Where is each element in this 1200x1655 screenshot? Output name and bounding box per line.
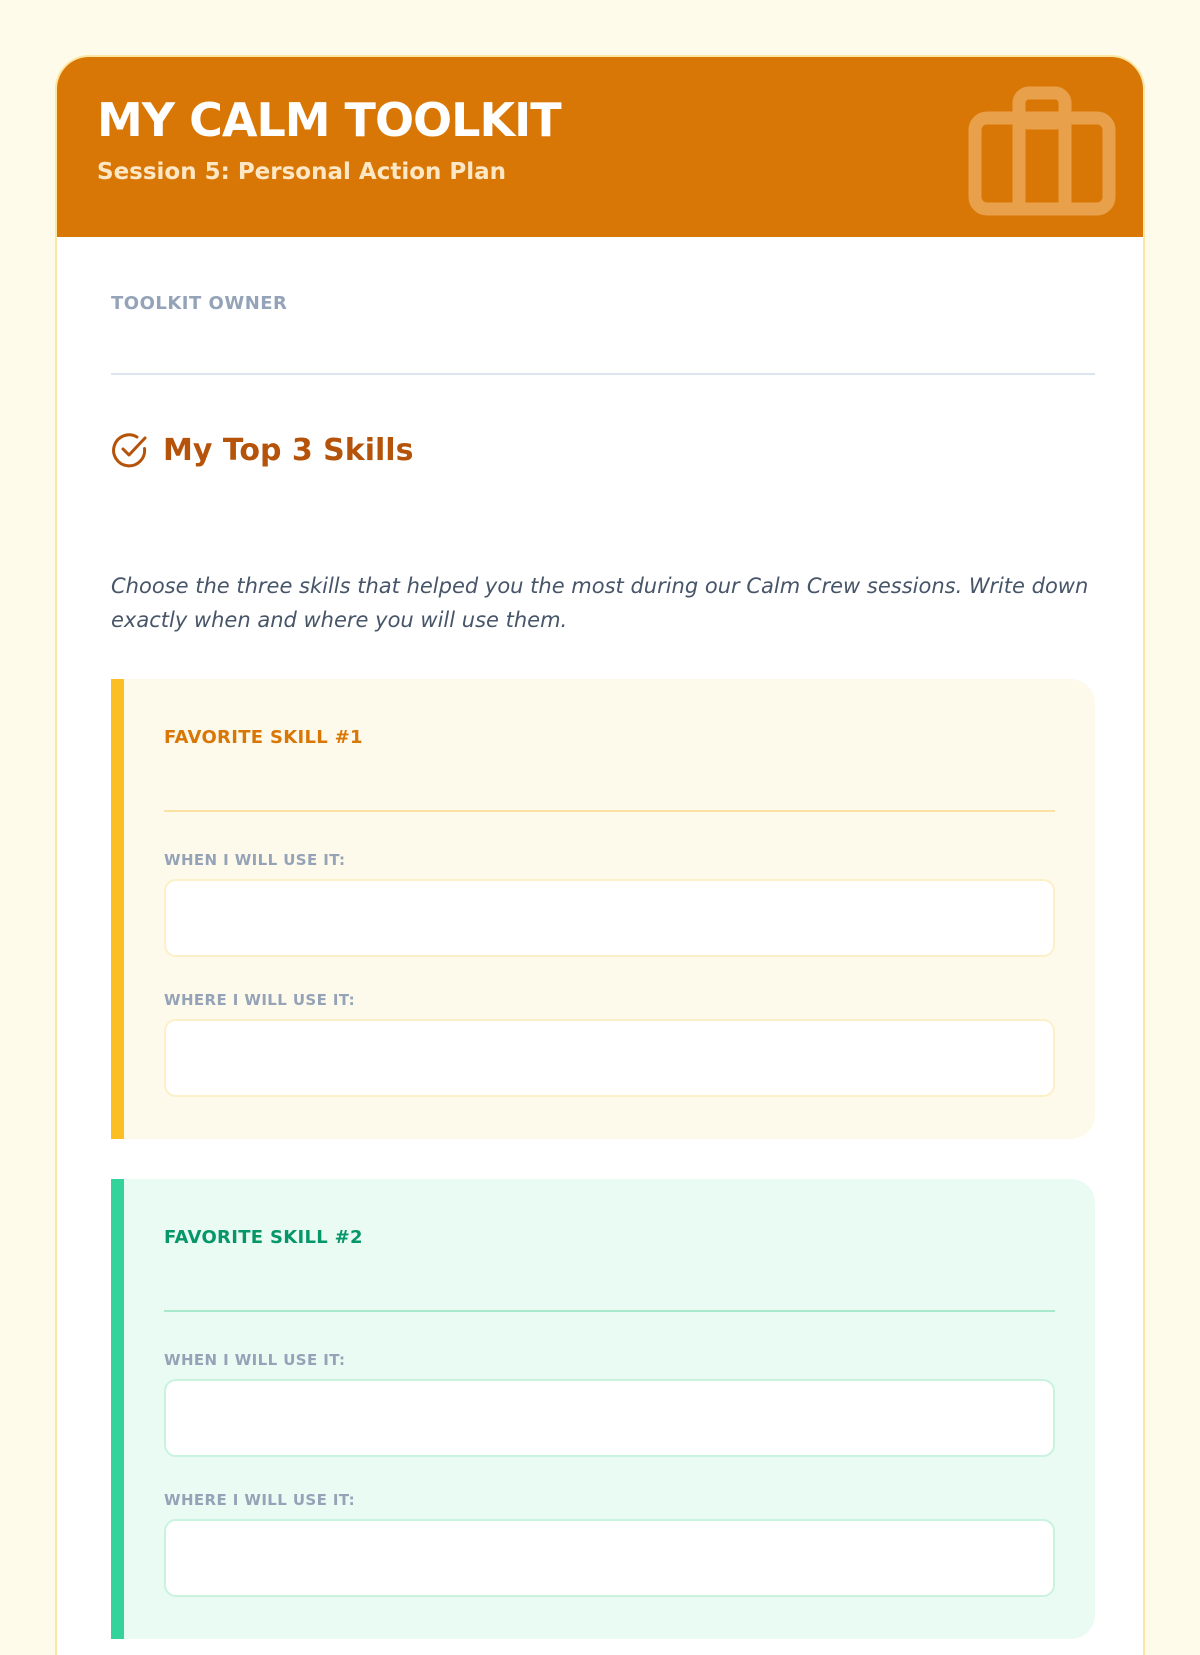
toolkit-header — [57, 57, 1143, 237]
section-title: My Top 3 Skills — [163, 432, 414, 468]
skill-title: FAVORITE SKILL #1 — [164, 727, 363, 748]
skill-name-input[interactable] — [164, 810, 1055, 812]
section-heading — [111, 427, 413, 473]
where-label: WHERE I WILL USE IT: — [164, 991, 356, 1009]
when-label: WHEN I WILL USE IT: — [164, 1351, 346, 1369]
section-intro: Choose the three skills that helped you the most during our Calm Crew sessions. Write down exactly when and where you will use them. — [111, 574, 1089, 632]
where-input[interactable] — [164, 1019, 1055, 1097]
briefcase-icon — [967, 85, 1127, 225]
where-input[interactable] — [164, 1519, 1055, 1597]
skill-card-2 — [111, 1179, 1095, 1639]
toolkit-owner-label: TOOLKIT OWNER — [111, 293, 288, 314]
where-label: WHERE I WILL USE IT: — [164, 1491, 356, 1509]
check-circle-icon — [111, 431, 149, 469]
toolkit-card — [55, 55, 1145, 1655]
when-input[interactable] — [164, 1379, 1055, 1457]
page-title: MY CALM TOOLKIT — [97, 93, 561, 147]
page-subtitle: Session 5: Personal Action Plan — [97, 159, 507, 185]
when-label: WHEN I WILL USE IT: — [164, 851, 346, 869]
skill-card-1 — [111, 679, 1095, 1139]
skill-title: FAVORITE SKILL #2 — [164, 1227, 363, 1248]
when-input[interactable] — [164, 879, 1055, 957]
skill-name-input[interactable] — [164, 1310, 1055, 1312]
toolkit-owner-input[interactable] — [111, 373, 1095, 375]
